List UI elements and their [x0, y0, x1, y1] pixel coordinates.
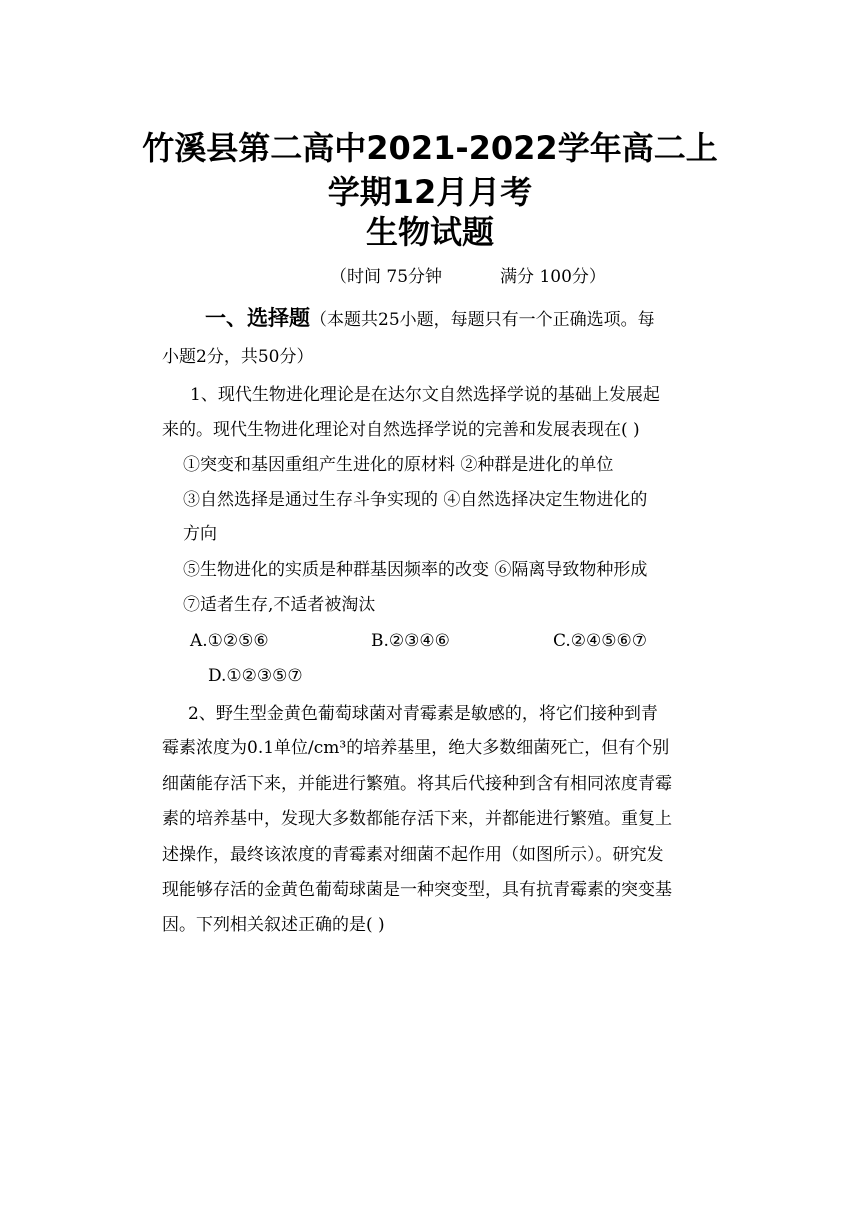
q2-line-1: 2、野生型金黄色葡萄球菌对青霉素是敏感的，将它们接种到青 [188, 704, 658, 724]
q1-option-a: A.①②⑤⑥ [190, 631, 269, 651]
section-note-cont: 小题2分，共50分） [162, 347, 314, 367]
section-title: 一、选择题 [205, 306, 310, 330]
section-note: （本题共25小题，每题只有一个正确选项。每 [310, 310, 655, 330]
exam-subject-title: 生物试题 [365, 213, 494, 251]
q2-line-2: 霉素浓度为0.1单位/cm³的培养基里，绝大多数细菌死亡，但有个别 [162, 738, 670, 758]
q1-line-7: ⑦适者生存,不适者被淘汰 [183, 595, 376, 615]
exam-title-line-1: 竹溪县第二高中2021-2022学年高二上 [142, 129, 718, 167]
exam-duration: （时间 75分钟 [330, 267, 443, 287]
q1-line-5: 方向 [183, 524, 217, 544]
q2-line-7: 因。下列相关叙述正确的是( ) [162, 915, 385, 935]
q1-line-1: 1、现代生物进化理论是在达尔文自然选择学说的基础上发展起 [190, 385, 660, 405]
q1-line-3: ①突变和基因重组产生进化的原材料 ②种群是进化的单位 [183, 455, 614, 475]
q1-line-4: ③自然选择是通过生存斗争实现的 ④自然选择决定生物进化的 [183, 490, 648, 510]
section-heading [205, 306, 655, 332]
q2-line-4: 素的培养基中，发现大多数都能存活下来，并都能进行繁殖。重复上 [162, 809, 672, 829]
q1-line-2: 来的。现代生物进化理论对自然选择学说的完善和发展表现在( ) [162, 420, 640, 440]
q1-option-d: D.①②③⑤⑦ [208, 666, 303, 686]
q1-line-6: ⑤生物进化的实质是种群基因频率的改变 ⑥隔离导致物种形成 [183, 560, 648, 580]
q2-line-6: 现能够存活的金黄色葡萄球菌是一种突变型，具有抗青霉素的突变基 [162, 880, 672, 900]
q1-option-c: C.②④⑤⑥⑦ [553, 631, 648, 651]
q2-line-3: 细菌能存活下来，并能进行繁殖。将其后代接种到含有相同浓度青霉 [162, 774, 672, 794]
q1-option-b: B.②③④⑥ [371, 631, 450, 651]
exam-full-score: 满分 100分） [500, 267, 606, 287]
exam-title-line-2: 学期12月月考 [327, 173, 533, 211]
q2-line-5: 述操作，最终该浓度的青霉素对细菌不起作用（如图所示）。研究发 [162, 845, 664, 865]
exam-time-info [330, 265, 606, 289]
